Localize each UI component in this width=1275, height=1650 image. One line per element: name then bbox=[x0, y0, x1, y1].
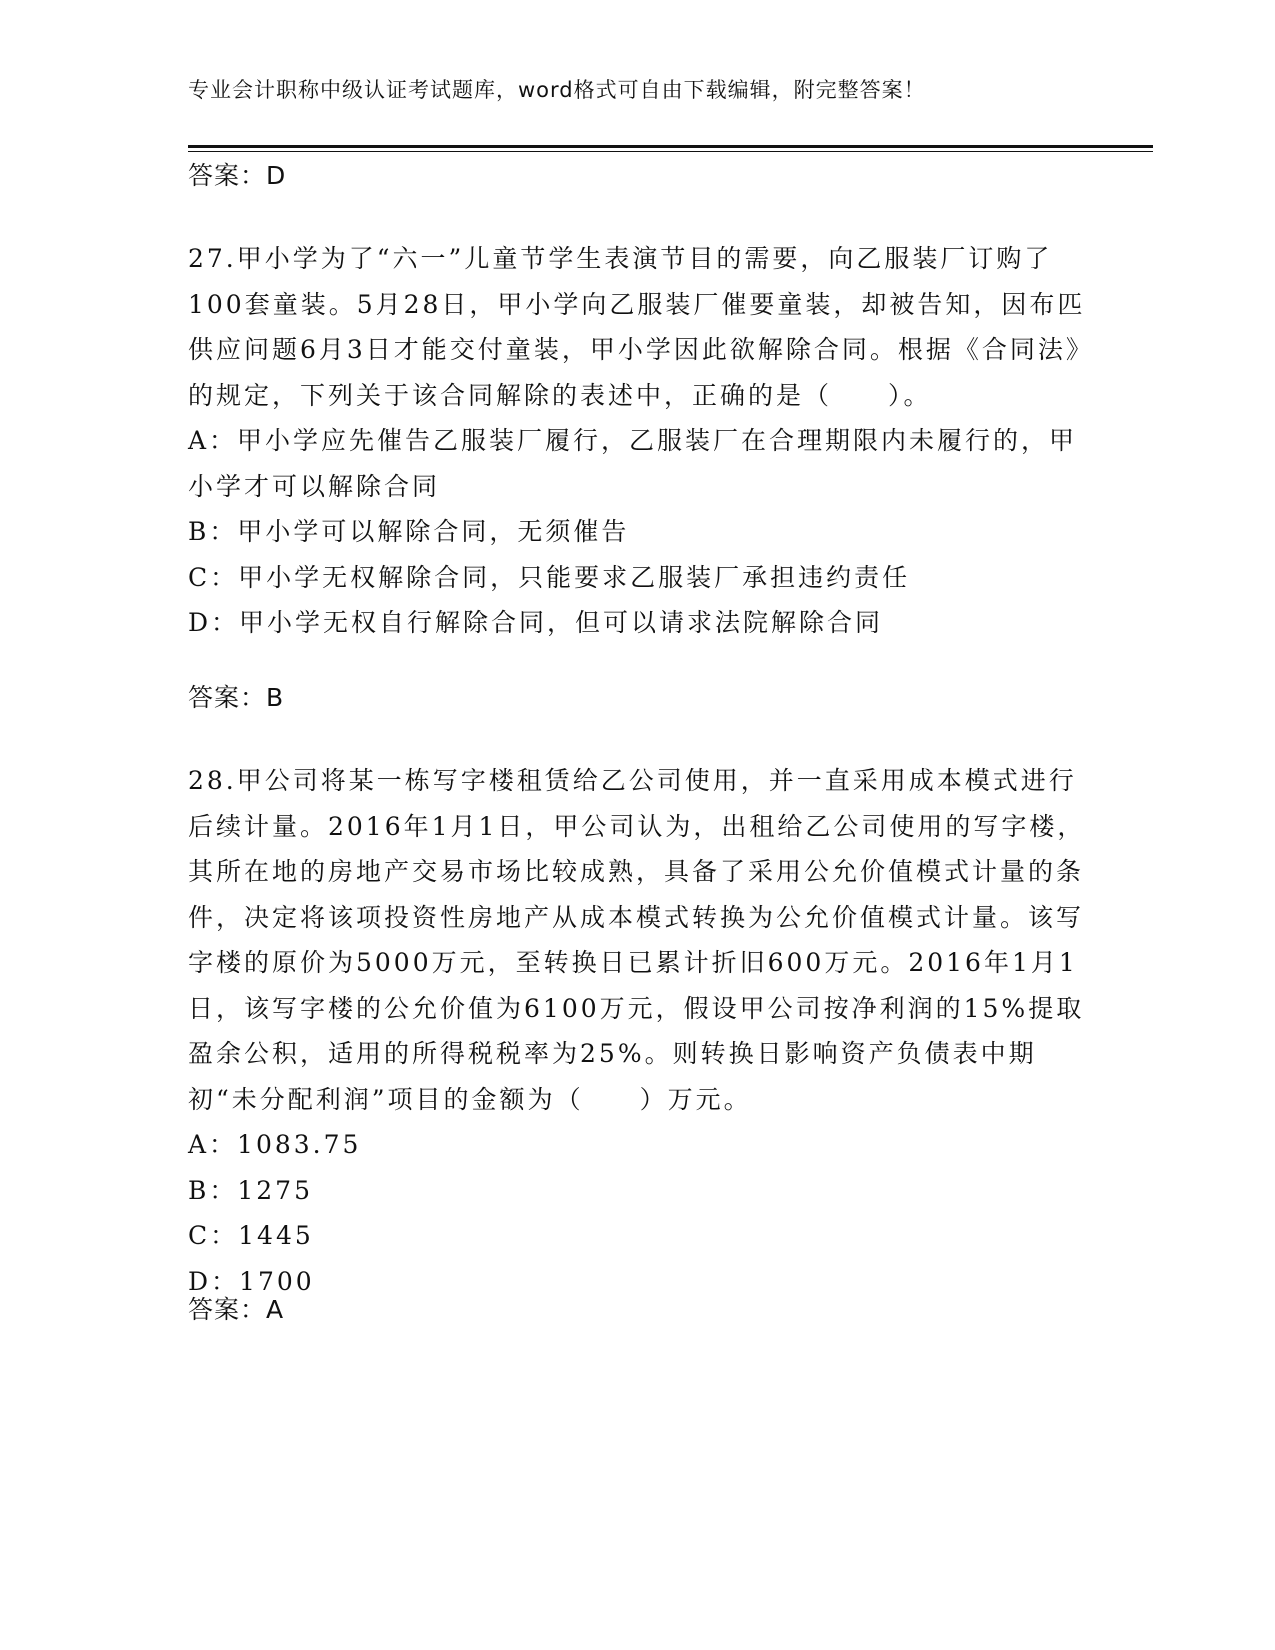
option-a: A：1083.75 bbox=[188, 1130, 362, 1159]
question-stem: 28.甲公司将某一栋写字楼租赁给乙公司使用，并一直采用成本模式进行后续计量。2016年1月1日，甲公司认为，出租给乙公司使用的写字楼，其所在地的房地产交易市场比较成熟，具备了采用公允价值模式计量的条件，决定将该项投资性房地产从成本模式转换为公允价值模式计量。该写字楼的原价为5000万元，至转换日已累计折旧600万元。2016年1月1日，该写字楼的公允价值为6100万元，假设甲公司按净利润的15%提取盈余公积，适用的所得税税率为25%。则转换日影响资产负债表中期初“未分配利润”项目的金额为（ ）万元。 bbox=[188, 766, 1086, 1114]
option-c: C：1445 bbox=[188, 1221, 314, 1250]
option-c: C：甲小学无权解除合同，只能要求乙服装厂承担违约责任 bbox=[188, 562, 911, 592]
answer-27: 答案：B bbox=[188, 683, 285, 712]
question-stem: 27.甲小学为了“六一”儿童节学生表演节目的需要，向乙服装厂订购了100套童装。5月28日，甲小学向乙服装厂催要童装，却被告知，因布匹供应问题6月3日才能交付童装，甲小学因此欲解除合同。根据《合同法》的规定，下列关于该合同解除的表述中，正确的是（ ）。 bbox=[188, 244, 1086, 410]
option-a: A：甲小学应先催告乙服装厂履行，乙服装厂在合理期限内未履行的，甲小学才可以解除合同 bbox=[188, 426, 1078, 501]
page-header: 专业会计职称中级认证考试题库，word格式可自由下载编辑，附完整答案！ bbox=[188, 78, 926, 102]
header-rule-thick bbox=[188, 145, 1153, 148]
option-b: B：甲小学可以解除合同，无须催告 bbox=[188, 517, 630, 546]
question-27 bbox=[188, 236, 1088, 646]
header-rule-thin bbox=[188, 151, 1153, 152]
option-d: D：甲小学无权自行解除合同，但可以请求法院解除合同 bbox=[188, 608, 884, 637]
option-d: D：1700 bbox=[188, 1266, 315, 1296]
answer-28: 答案：A bbox=[188, 1295, 285, 1324]
answer-26: 答案：D bbox=[188, 161, 287, 190]
option-b: B：1275 bbox=[188, 1175, 313, 1205]
question-28 bbox=[188, 758, 1088, 1304]
